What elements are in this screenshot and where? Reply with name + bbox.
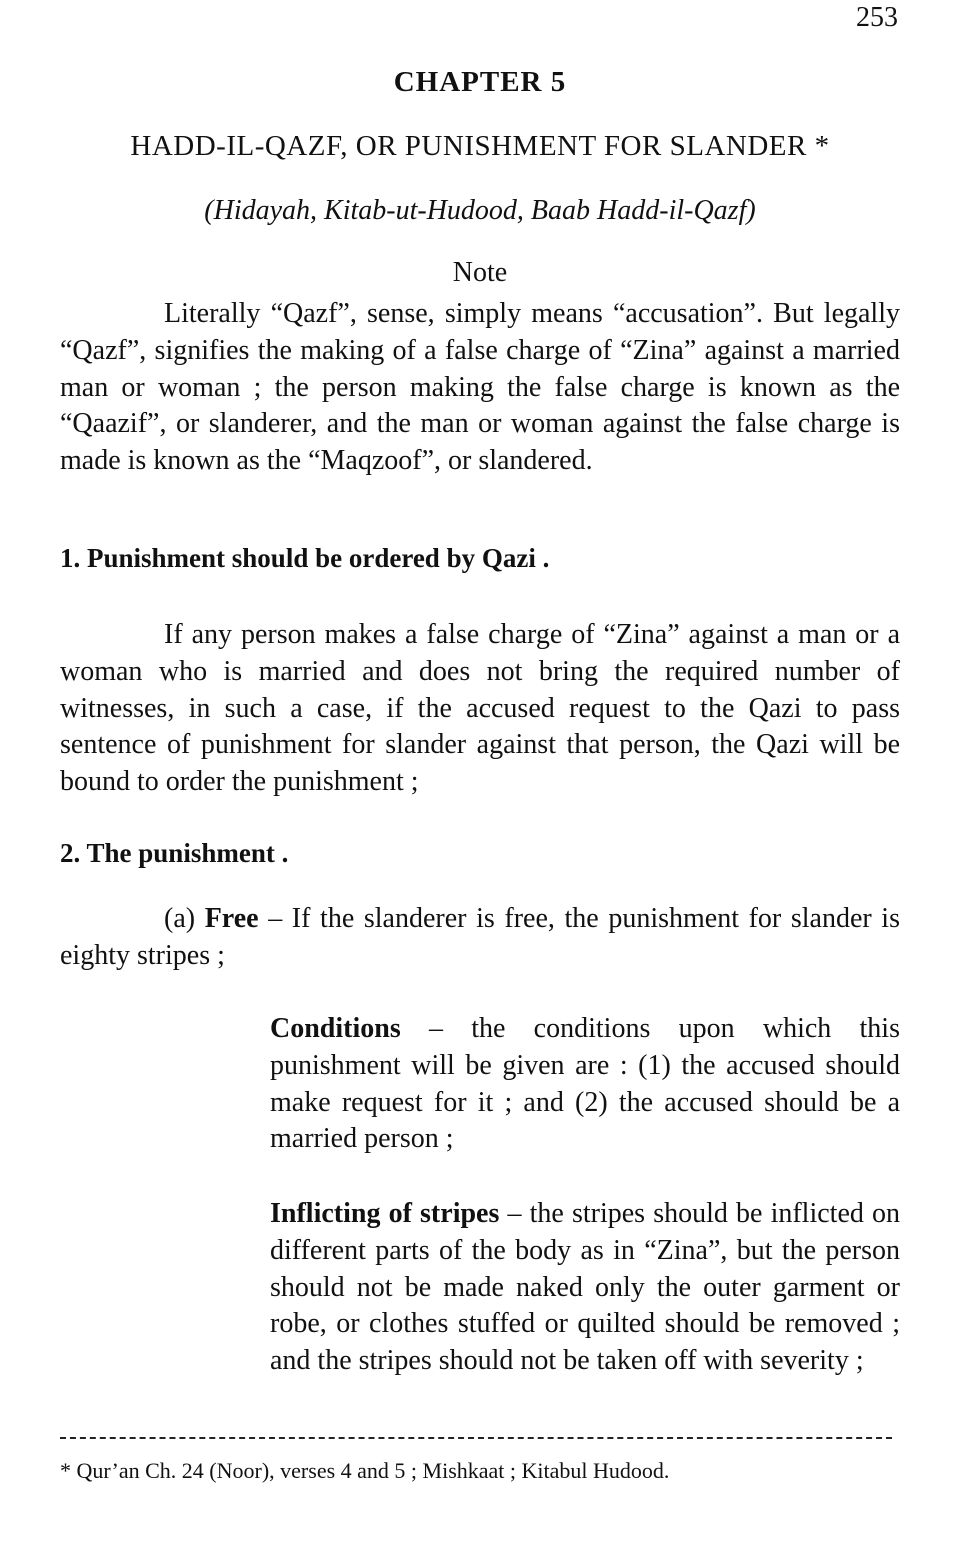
free-text: – If the slanderer is free, the punishment for slander is eighty stripes ; [60,903,900,971]
inflicting-paragraph [270,1196,900,1380]
conditions-paragraph [270,1011,900,1158]
inflicting-text: – the stripes should be inflicted on different parts of the body as in “Zina”, but the person should not be made naked only the outer garment or robe, or clothes stuffed or quilted should be removed ; and the stripes should not be taken off with severity ; [270,1198,900,1377]
note-heading: Note [452,257,508,288]
page-number: 253 [856,2,898,33]
source-reference: (Hidayah, Kitab-ut-Hudood, Baab Hadd-il-Qazf) [204,195,756,226]
inflicting-label: Inflicting of stripes [270,1198,500,1229]
chapter-title: HADD-IL-QAZF, OR PUNISHMENT FOR SLANDER * [130,130,830,162]
footnote: * Qur’an Ch. 24 (Noor), verses 4 and 5 ; Mishkaat ; Kitabul Hudood. [60,1458,670,1483]
section-1-paragraph: If any person makes a false charge of “Zina” against a man or a woman who is married and does not bring the required number of witnesses, in such a case, if the accused request to the Qazi to pass sentence of punishment for slander against that person, the Qazi will be bound to order the punishment ; [60,619,900,798]
free-prefix: (a) [164,903,205,934]
chapter-heading: CHAPTER 5 [393,66,567,98]
note-paragraph: Literally “Qazf”, sense, simply means “accusation”. But legally “Qazf”, signifies the making of a false charge of “Zina” against a married man or woman ; the person making the false charge is known as the “Qaazif”, or slanderer, and the man or woman against the false charge is made is known as the “Maqzoof”, or slandered. [60,298,900,477]
free-label: Free [204,903,259,934]
conditions-text: – the conditions upon which this punishment will be given are : (1) the accused should make request for it ; and (2) the accused should be a married person ; [270,1013,900,1155]
footnote-divider [60,1437,892,1439]
free-paragraph [60,901,900,975]
section-2-heading: 2. The punishment . [60,838,289,868]
section-1-heading: 1. Punishment should be ordered by Qazi . [60,543,550,573]
conditions-label: Conditions [270,1013,401,1044]
